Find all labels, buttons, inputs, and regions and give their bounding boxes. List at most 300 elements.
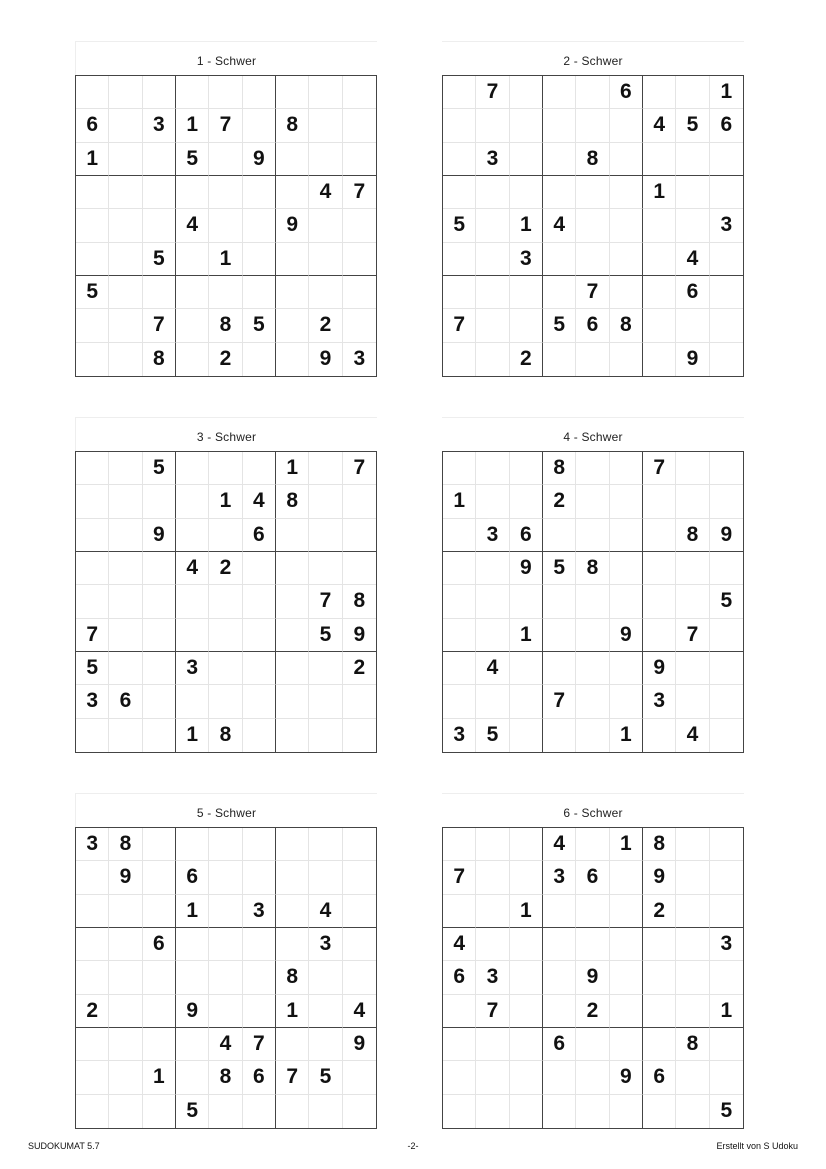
- sudoku-cell: 1: [643, 176, 676, 209]
- sudoku-cell: [443, 343, 476, 376]
- sudoku-cell: 2: [209, 552, 242, 585]
- sudoku-cell: [610, 209, 643, 242]
- sudoku-cell: [643, 1028, 676, 1061]
- sudoku-cell: [209, 961, 242, 994]
- sudoku-cell: [576, 1028, 609, 1061]
- sudoku-cell: [243, 452, 276, 485]
- sudoku-cell: 4: [676, 243, 709, 276]
- sudoku-cell: [143, 276, 176, 309]
- sudoku-cell: [443, 995, 476, 1028]
- sudoku-cell: 1: [510, 895, 543, 928]
- sudoku-cell: [276, 928, 309, 961]
- sudoku-cell: 4: [443, 928, 476, 961]
- sudoku-cell: [243, 928, 276, 961]
- sudoku-cell: 6: [109, 685, 142, 718]
- sudoku-cell: 3: [476, 519, 509, 552]
- sudoku-cell: 1: [510, 209, 543, 242]
- sudoku-cell: [176, 1061, 209, 1094]
- sudoku-cell: [109, 143, 142, 176]
- sudoku-cell: [543, 585, 576, 618]
- sudoku-cell: [276, 652, 309, 685]
- sudoku-cell: 1: [610, 719, 643, 752]
- sudoku-cell: [476, 276, 509, 309]
- sudoku-cell: 9: [643, 861, 676, 894]
- sudoku-cell: 8: [209, 309, 242, 342]
- sudoku-cell: [510, 109, 543, 142]
- sudoku-cell: [443, 76, 476, 109]
- sudoku-cell: [76, 585, 109, 618]
- sudoku-cell: [676, 1061, 709, 1094]
- sudoku-cell: [309, 109, 342, 142]
- sudoku-cell: [710, 485, 743, 518]
- sudoku-cell: [643, 995, 676, 1028]
- sudoku-cell: 2: [543, 485, 576, 518]
- sudoku-cell: [143, 619, 176, 652]
- sudoku-cell: [143, 995, 176, 1028]
- sudoku-cell: [209, 276, 242, 309]
- sudoku-cell: [343, 552, 376, 585]
- sudoku-cell: 5: [176, 1095, 209, 1128]
- sudoku-cell: [476, 895, 509, 928]
- sudoku-cell: [543, 928, 576, 961]
- sudoku-cell: [610, 176, 643, 209]
- sudoku-cell: [309, 861, 342, 894]
- sudoku-cell: [243, 619, 276, 652]
- sudoku-cell: [343, 719, 376, 752]
- puzzle-title-box: [442, 417, 744, 451]
- sudoku-cell: [676, 828, 709, 861]
- sudoku-cell: [510, 652, 543, 685]
- sudoku-cell: [476, 343, 509, 376]
- sudoku-cell: 1: [176, 109, 209, 142]
- sudoku-cell: [510, 76, 543, 109]
- sudoku-cell: 8: [676, 1028, 709, 1061]
- sudoku-cell: 5: [543, 309, 576, 342]
- sudoku-cell: 3: [643, 685, 676, 718]
- sudoku-cell: [309, 828, 342, 861]
- sudoku-cell: [109, 995, 142, 1028]
- sudoku-cell: [243, 343, 276, 376]
- sudoku-cell: [710, 685, 743, 718]
- puzzle-title: 6 - Schwer: [563, 806, 623, 820]
- sudoku-cell: [76, 1095, 109, 1128]
- sudoku-cell: 5: [143, 243, 176, 276]
- sudoku-cell: [476, 619, 509, 652]
- sudoku-cell: [543, 652, 576, 685]
- sudoku-cell: [576, 652, 609, 685]
- sudoku-cell: [576, 343, 609, 376]
- sudoku-cell: [476, 685, 509, 718]
- sudoku-cell: 9: [610, 1061, 643, 1094]
- sudoku-cell: [710, 452, 743, 485]
- sudoku-cell: 3: [176, 652, 209, 685]
- sudoku-cell: 7: [209, 109, 242, 142]
- sudoku-cell: 7: [76, 619, 109, 652]
- sudoku-cell: [576, 928, 609, 961]
- sudoku-cell: [109, 109, 142, 142]
- sudoku-cell: [276, 895, 309, 928]
- sudoku-cell: [276, 685, 309, 718]
- sudoku-cell: 3: [443, 719, 476, 752]
- sudoku-cell: 4: [209, 1028, 242, 1061]
- sudoku-cell: [276, 243, 309, 276]
- sudoku-cell: [476, 828, 509, 861]
- sudoku-cell: [143, 485, 176, 518]
- sudoku-cell: [243, 552, 276, 585]
- sudoku-cell: [576, 895, 609, 928]
- sudoku-cell: [276, 1095, 309, 1128]
- sudoku-cell: [510, 143, 543, 176]
- sudoku-cell: [209, 685, 242, 718]
- sudoku-cell: [343, 109, 376, 142]
- sudoku-grid: [75, 827, 377, 1129]
- sudoku-cell: [543, 176, 576, 209]
- sudoku-cell: [710, 1028, 743, 1061]
- sudoku-cell: 5: [720, 1099, 733, 1123]
- sudoku-cell: [443, 552, 476, 585]
- sudoku-cell: [109, 1028, 142, 1061]
- puzzle-title-box: [75, 793, 377, 827]
- sudoku-cell: 2: [343, 652, 376, 685]
- sudoku-cell: [443, 243, 476, 276]
- sudoku-cell: 5: [676, 109, 709, 142]
- sudoku-cell: 3: [76, 828, 109, 861]
- sudoku-cell: [476, 1095, 509, 1128]
- sudoku-cell: [610, 1028, 643, 1061]
- sudoku-cell: 7: [243, 1028, 276, 1061]
- sudoku-cell: [343, 309, 376, 342]
- sudoku-cell: [610, 452, 643, 485]
- sudoku-cell: 1: [443, 485, 476, 518]
- sudoku-cell: [676, 961, 709, 994]
- sudoku-cell: [676, 861, 709, 894]
- sudoku-cell: [309, 452, 342, 485]
- sudoku-cell: 7: [476, 76, 509, 109]
- sudoku-cell: [443, 652, 476, 685]
- sudoku-cell: [209, 176, 242, 209]
- sudoku-cell: [710, 309, 743, 342]
- sudoku-cell: [710, 343, 743, 376]
- sudoku-cell: [76, 1061, 109, 1094]
- sudoku-cell: [676, 76, 709, 109]
- sudoku-cell: [443, 828, 476, 861]
- sudoku-cell: [643, 585, 676, 618]
- sudoku-cell: [476, 928, 509, 961]
- puzzle-title: 5 - Schwer: [196, 806, 257, 820]
- sudoku-cell: [309, 143, 342, 176]
- sudoku-cell: [276, 76, 309, 109]
- sudoku-grid: [442, 75, 744, 377]
- sudoku-cell: [676, 209, 709, 242]
- sudoku-cell: [476, 176, 509, 209]
- sudoku-cell: [543, 143, 576, 176]
- sudoku-cell: [143, 143, 176, 176]
- sudoku-cell: [676, 995, 709, 1028]
- sudoku-cell: [109, 619, 142, 652]
- sudoku-cell: [676, 1095, 709, 1128]
- sudoku-cell: [209, 895, 242, 928]
- sudoku-cell: 4: [343, 995, 376, 1028]
- sudoku-cell: 7: [576, 276, 609, 309]
- sudoku-cell: 8: [610, 309, 643, 342]
- sudoku-cell: [643, 1095, 676, 1128]
- sudoku-cell: [276, 176, 309, 209]
- sudoku-cell: [343, 519, 376, 552]
- sudoku-cell: [309, 519, 342, 552]
- sudoku-cell: 8: [209, 719, 242, 752]
- sudoku-cell: [143, 685, 176, 718]
- sudoku-cell: [176, 1028, 209, 1061]
- sudoku-cell: [76, 309, 109, 342]
- sudoku-cell: 5: [176, 143, 209, 176]
- sudoku-cell: [676, 452, 709, 485]
- sudoku-cell: [443, 1028, 476, 1061]
- sudoku-cell: 7: [476, 995, 509, 1028]
- sudoku-cell: 9: [676, 343, 709, 376]
- sudoku-cell: [610, 109, 643, 142]
- sudoku-cell: [243, 585, 276, 618]
- sudoku-cell: 5: [76, 652, 109, 685]
- sudoku-cell: [309, 995, 342, 1028]
- sudoku-cell: [309, 1028, 342, 1061]
- sudoku-cell: [710, 143, 743, 176]
- sudoku-cell: [576, 1061, 609, 1094]
- sudoku-cell: [476, 209, 509, 242]
- sudoku-cell: [643, 928, 676, 961]
- sudoku-cell: [176, 343, 209, 376]
- sudoku-cell: 7: [143, 309, 176, 342]
- sudoku-cell: [343, 961, 376, 994]
- sudoku-cell: [543, 895, 576, 928]
- sudoku-cell: [443, 1061, 476, 1094]
- sudoku-cell: [643, 209, 676, 242]
- sudoku-cell: [443, 895, 476, 928]
- sudoku-cell: 7: [676, 619, 709, 652]
- sudoku-cell: [643, 519, 676, 552]
- sudoku-cell: [276, 276, 309, 309]
- sudoku-cell: 3: [510, 243, 543, 276]
- sudoku-cell: 8: [676, 519, 709, 552]
- sudoku-cell: 4: [243, 485, 276, 518]
- sudoku-cell: [710, 243, 743, 276]
- sudoku-cell: [209, 209, 242, 242]
- sudoku-cell: 3: [243, 895, 276, 928]
- sudoku-cell: [343, 1061, 376, 1094]
- sudoku-grid: [75, 451, 377, 753]
- sudoku-cell: 2: [576, 995, 609, 1028]
- sudoku-cell: [343, 1095, 376, 1128]
- sudoku-cell: [176, 452, 209, 485]
- sudoku-cell: [76, 209, 109, 242]
- sudoku-cell: 4: [543, 828, 576, 861]
- sudoku-cell: 4: [176, 209, 209, 242]
- sudoku-cell: [243, 109, 276, 142]
- sudoku-cell: 7: [443, 309, 476, 342]
- sudoku-cell: 9: [243, 143, 276, 176]
- sudoku-cell: [510, 928, 543, 961]
- sudoku-cell: [643, 552, 676, 585]
- sudoku-cell: [76, 895, 109, 928]
- sudoku-cell: [476, 1061, 509, 1094]
- sudoku-cell: 6: [243, 1061, 276, 1094]
- sudoku-cell: [710, 961, 743, 994]
- sudoku-cell: [510, 585, 543, 618]
- sudoku-cell: 9: [643, 652, 676, 685]
- sudoku-cell: [243, 719, 276, 752]
- sudoku-cell: [476, 585, 509, 618]
- sudoku-cell: [243, 243, 276, 276]
- sudoku-cell: 1: [209, 485, 242, 518]
- sudoku-cell: [543, 961, 576, 994]
- sudoku-cell: [476, 452, 509, 485]
- sudoku-cell: 1: [610, 828, 643, 861]
- sudoku-cell: [510, 176, 543, 209]
- sudoku-cell: [543, 109, 576, 142]
- sudoku-cell: [476, 309, 509, 342]
- sudoku-cell: 1: [176, 719, 209, 752]
- sudoku-cell: [343, 895, 376, 928]
- sudoku-cell: [143, 552, 176, 585]
- sudoku-cell: [543, 1061, 576, 1094]
- sudoku-cell: [143, 861, 176, 894]
- sudoku-cell: [676, 485, 709, 518]
- sudoku-cell: 6: [543, 1028, 576, 1061]
- sudoku-cell: 7: [643, 452, 676, 485]
- sudoku-cell: 1: [710, 995, 743, 1028]
- sudoku-cell: 6: [143, 928, 176, 961]
- sudoku-cell: 5: [309, 619, 342, 652]
- sudoku-cell: 9: [576, 961, 609, 994]
- sudoku-cell: 3: [543, 861, 576, 894]
- sudoku-cell: 9: [176, 995, 209, 1028]
- sudoku-cell: [443, 685, 476, 718]
- sudoku-cell: [610, 895, 643, 928]
- sudoku-cell: 1: [209, 243, 242, 276]
- sudoku-cell: [209, 861, 242, 894]
- sudoku-cell: [443, 276, 476, 309]
- sudoku-cell: [476, 243, 509, 276]
- sudoku-cell: 8: [276, 961, 309, 994]
- sudoku-cell: [643, 619, 676, 652]
- sudoku-cell: [476, 861, 509, 894]
- sudoku-cell: [309, 485, 342, 518]
- sudoku-cell: [176, 176, 209, 209]
- sudoku-cell: 9: [309, 343, 342, 376]
- sudoku-cell: [476, 109, 509, 142]
- sudoku-cell: 6: [243, 519, 276, 552]
- sudoku-cell: 1: [276, 995, 309, 1028]
- sudoku-cell: 3: [353, 347, 366, 371]
- sudoku-cell: [543, 995, 576, 1028]
- sudoku-cell: [76, 452, 109, 485]
- sudoku-cell: [243, 685, 276, 718]
- sudoku-cell: [576, 619, 609, 652]
- sudoku-cell: [109, 1061, 142, 1094]
- sudoku-cell: 9: [510, 552, 543, 585]
- sudoku-cell: [343, 243, 376, 276]
- sudoku-cell: 4: [676, 719, 709, 752]
- sudoku-cell: [76, 485, 109, 518]
- sudoku-cell: [243, 76, 276, 109]
- sudoku-cell: [176, 961, 209, 994]
- sudoku-cell: [676, 895, 709, 928]
- sudoku-cell: [576, 519, 609, 552]
- sudoku-cell: [209, 995, 242, 1028]
- sudoku-cell: [209, 828, 242, 861]
- sudoku-cell: 6: [176, 861, 209, 894]
- sudoku-cell: [576, 176, 609, 209]
- sudoku-cell: [109, 928, 142, 961]
- puzzle-title: 4 - Schwer: [563, 430, 623, 444]
- sudoku-cell: [309, 652, 342, 685]
- sudoku-cell: [576, 1095, 609, 1128]
- sudoku-cell: [276, 519, 309, 552]
- sudoku-cell: [610, 585, 643, 618]
- sudoku-cell: [209, 652, 242, 685]
- sudoku-cell: [676, 552, 709, 585]
- sudoku-cell: 1: [710, 76, 743, 109]
- sudoku-cell: [76, 552, 109, 585]
- sudoku-cell: [176, 685, 209, 718]
- sudoku-cell: [676, 143, 709, 176]
- sudoku-cell: [610, 1095, 643, 1128]
- sudoku-cell: [276, 1028, 309, 1061]
- sudoku-cell: 6: [76, 109, 109, 142]
- sudoku-cell: [109, 895, 142, 928]
- sudoku-cell: [109, 209, 142, 242]
- sudoku-cell: [443, 519, 476, 552]
- sudoku-cell: [610, 552, 643, 585]
- sudoku-cell: 4: [309, 895, 342, 928]
- sudoku-cell: 6: [510, 519, 543, 552]
- sudoku-cell: [243, 828, 276, 861]
- sudoku-cell: [676, 309, 709, 342]
- sudoku-cell: [343, 276, 376, 309]
- sudoku-cell: [543, 243, 576, 276]
- sudoku-cell: [176, 485, 209, 518]
- sudoku-cell: [643, 485, 676, 518]
- sudoku-cell: 2: [510, 343, 543, 376]
- sudoku-cell: [276, 861, 309, 894]
- sudoku-cell: [143, 209, 176, 242]
- sudoku-cell: [76, 519, 109, 552]
- sudoku-cell: [276, 828, 309, 861]
- sudoku-cell: [243, 276, 276, 309]
- sudoku-cell: [543, 276, 576, 309]
- sudoku-cell: [176, 309, 209, 342]
- sudoku-cell: [676, 928, 709, 961]
- sudoku-cell: [710, 652, 743, 685]
- sudoku-cell: [643, 243, 676, 276]
- sudoku-cell: [243, 176, 276, 209]
- footer-page-number: -2-: [407, 1141, 419, 1151]
- sudoku-cell: [143, 1028, 176, 1061]
- sudoku-cell: [543, 519, 576, 552]
- sudoku-cell: [643, 276, 676, 309]
- sudoku-cell: [309, 276, 342, 309]
- sudoku-cell: [276, 585, 309, 618]
- sudoku-grid: [75, 75, 377, 377]
- sudoku-cell: [109, 176, 142, 209]
- sudoku-cell: 9: [109, 861, 142, 894]
- sudoku-cell: [209, 928, 242, 961]
- sudoku-cell: [476, 552, 509, 585]
- puzzle-title-box: [75, 417, 377, 451]
- sudoku-cell: [143, 1095, 176, 1128]
- sudoku-cell: [109, 719, 142, 752]
- sudoku-cell: 5: [76, 276, 109, 309]
- sudoku-cell: [276, 309, 309, 342]
